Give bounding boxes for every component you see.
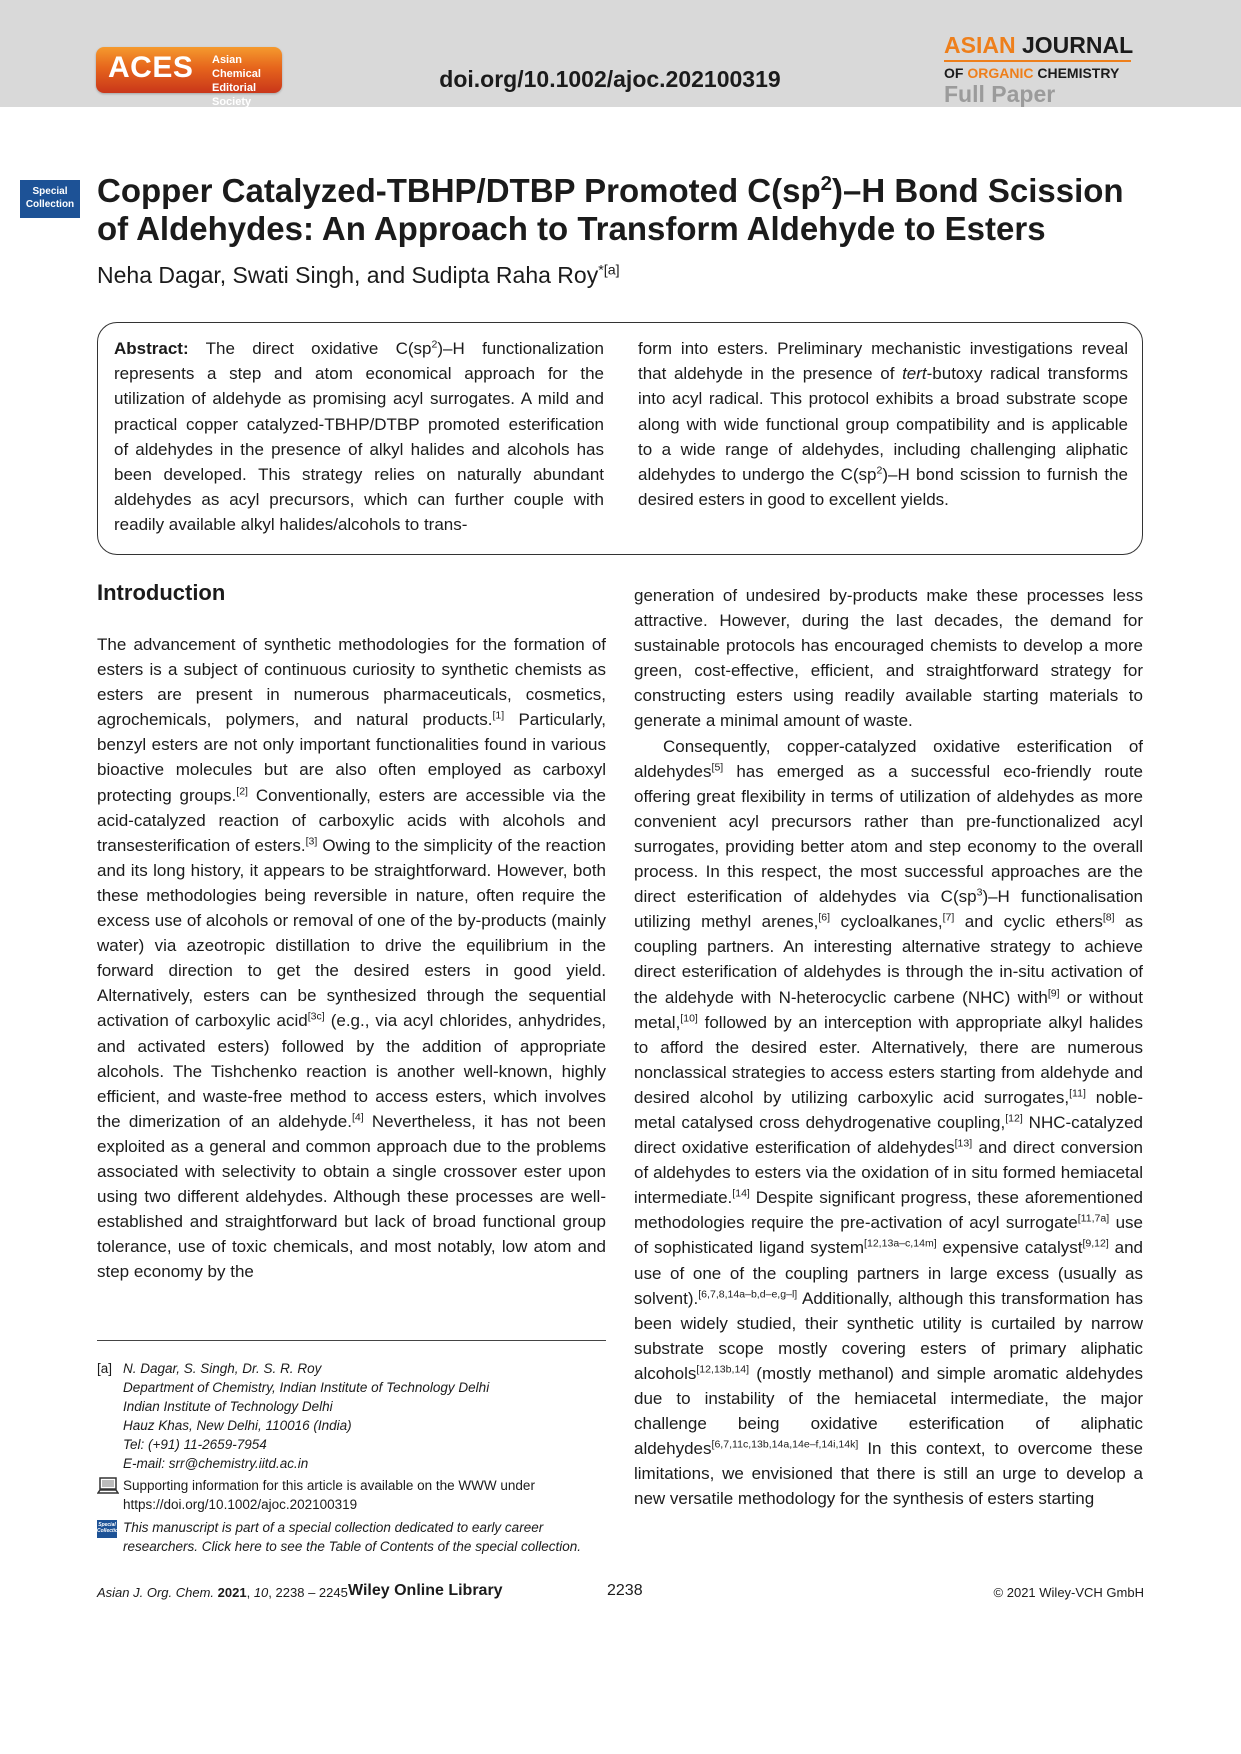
computer-icon [97,1476,119,1498]
special-collection-link[interactable]: This manuscript is part of a special collection dedicated to early career researchers. Click here to see the Table of Contents of the special collection. [123,1520,581,1554]
journal-name-organic: ORGANIC [967,65,1034,81]
author-affiliation-mark: *[a] [598,262,620,279]
special-collection-mini-icon: Special Collection [97,1520,117,1538]
abstract-right-column: form into esters. Preliminary mechanistic investigations reveal that aldehyde in the presence of tert-butoxy radical transforms into acyl radical. This protocol exhibits a broad substrate scope along with wide functional group compatibility and is applicable to a wide range of aldehydes, including challenging aliphatic aldehydes to undergo the $C(sp^2)-H$ bond scission to furnish the desired esters in good to excellent yields. [638,339,1128,510]
supporting-info-link[interactable]: Supporting information for this article is available on the WWW under https://doi.org/10.1002/ajoc.202100319 [123,1478,535,1512]
body-left-column [97,632,606,1284]
header-doi-link[interactable]: doi.org/10.1002/ajoc.202100319 [439,66,781,92]
intro-paragraph-1: The advancement of synthetic methodologies for the formation of esters is a subject of continuous curiosity to synthetic chemists as esters are present in numerous pharmaceuticals, cosmetics, agrochemicals, polymers, and natural products.[1] Particularly, benzyl esters are not only important functionalities found in various bioactive molecules but are also often employed as carboxyl protecting groups.[2] Conventionally, esters are accessible via the acid-catalyzed reaction of carboxylic acids with alcohols and transesterification of esters.[3] Owing to the simplicity of the reaction and its long history, it appears to be straightforward. However, both these methodologies being reversible in nature, often require the excess use of alcohols or removal of one of the by-products (mainly water) via azeotropic distillation to drive the equilibrium in the forward direction to get the desired esters in good yield. Alternatively, esters can be synthesized through the sequential activation of carboxylic acid[3c] (e.g., via acyl chlorides, anhydrides, and activated esters) followed by the addition of appropriate alcohols. The Tishchenko reaction is another well-known, highly efficient, and waste-free method to access esters, which involves the dimerization of an aldehyde.[4] Nevertheless, it has not been exploited as a general and common approach due to the problems associated with selectivity to obtain a single crossover ester upon using two different aldehydes. Although these processes are well-established and straightforward but lack of broad functional group tolerance, use of toxic chemicals, and most notably, low atom and step economy by the [97,635,607,1282]
intro-paragraph-2: Consequently, copper-catalyzed oxidative esterification of aldehydes[5] has emerged as a successful eco-friendly route offering great flexibility in terms of utilization of aldehydes as more convenient acyl precursors rather than pre-functionalized acyl surrogates, providing better atom and step economy to the overall process. In this respect, the most successful approaches are the direct esterification of aldehydes via $C(sp^3)-H$ functionalisation utilizing methyl arenes,[6] cycloalkanes,[7] and cyclic ethers[8] as coupling partners. An interesting alternative strategy to achieve direct esterification of aldehydes is through the in-situ activation of the aldehyde with N-heterocyclic carbene (NHC) with[9] or without metal,[10] followed by an interception with appropriate alkyl halides to afford the desired ester. Alternatively, there are numerous nonclassical strategies to access esters starting from aldehyde and desired alcohol by utilizing carboxylic acid surrogates,[11] noble-metal catalysed cross dehydrogenative coupling,[12] NHC-catalyzed direct oxidative esterification of aldehydes[13] and direct conversion of aldehydes to esters via the oxidation of in situ formed hemiacetal intermediate.[14] Despite significant progress, these aforementioned methodologies require the pre-activation of acyl surrogate[11,7a] use of sophisticated ligand system[12,13a–c,14m] expensive catalyst[9,12] and use of one of the coupling partners in large excess (usually as solvent).[6,7,8,14a–b,d–e,g–l] Additionally, although this transformation has been widely studied, their synthetic utility is curtailed by narrow substrate scope mostly covering esters of primary aliphatic alcohols[12,13b,14] (mostly methanol) and simple aromatic aldehydes due to instability of the hemiacetal intermediate, the major challenge being oxidative esterification of aliphatic aldehydes[6,7,11c,13b,14a,14e–f,14i,14k] In this context, to overcome these limitations, we envisioned that there is still an urge to develop a new versatile methodology for the synthesis of esters starting [634,736,1143,1509]
journal-logo [944,33,1144,107]
intro-paragraph-1-continued: generation of undesired by-products make these processes less attractive. However, during the last decades, the demand for sustainable protocols has encouraged chemists to develop a more green, cost-effective, efficient, and straightforward strategy for constructing esters using readily available starting materials to generate a minimal amount of waste. [634,586,1143,731]
footnote-aff-line: Tel: (+91) 11-2659-7954 [123,1437,267,1452]
ref-link: [1] [492,709,505,722]
special-collection-badge[interactable]: Special Collection [20,180,80,218]
aces-logo-main: ACES [108,51,194,84]
ref-link: [3c] [307,1010,325,1023]
aces-logo[interactable] [96,47,282,108]
footer-page-number: 2238 [607,1582,643,1599]
footnote-aff-line: Hauz Khas, New Delhi, 110016 (India) [123,1418,352,1433]
footnote-special-collection [97,1518,606,1556]
footer-citation: Asian J. Org. Chem. 2021, 10, 2238 – 2245 [97,1585,348,1600]
footnote-rule [97,1340,606,1341]
journal-name-of: OF [944,65,964,81]
aces-logo-sub: Asian Chemical Editorial Society [212,54,261,108]
article-type: Full Paper [944,81,1056,107]
journal-name-asian: ASIAN [944,32,1016,58]
body-right-column [634,583,1143,1511]
section-heading-introduction: Introduction [97,580,226,605]
author-list: Neha Dagar, Swati Singh, and Sudipta Raha Roy$^{*[a]}$ [97,262,620,288]
footnote-supporting-info [97,1476,606,1514]
footnote-aff-line: N. Dagar, S. Singh, Dr. S. R. Roy [123,1361,322,1376]
journal-logo-rule [944,60,1131,62]
ref-link: [2] [236,784,248,797]
footnote-affiliation-tag: [a] [97,1361,113,1376]
footnote-email[interactable]: E-mail: srr@chemistry.iitd.ac.in [123,1456,309,1471]
footnote-affiliation [97,1359,606,1473]
ref-link: [3] [305,835,318,848]
footnote-aff-line: Department of Chemistry, Indian Institute of Technology Delhi [123,1380,490,1395]
journal-name-chemistry: CHEMISTRY [1037,65,1120,81]
abstract-label: Abstract: [114,339,189,358]
article-title: Copper Catalyzed-TBHP/DTBP Promoted $C(sp^2)-H$ Bond Scission of Aldehydes: An Approach to Transform Aldehyde to Esters [97,172,1124,247]
footnote-aff-line: Indian Institute of Technology Delhi [123,1399,333,1414]
abstract-left-column: Abstract: The direct oxidative $C(sp^2)-H$ functionalization represents a step and atom economical approach for the utilization of aldehyde as promising acyl surrogates. A mild and practical copper catalyzed-TBHP/DTBP promoted esterification of aldehydes in the presence of alkyl halides and alcohols has been developed. This strategy relies on naturally abundant aldehydes as acyl precursors, which can further couple with readily available alkyl halides/alcohols to trans- [114,338,604,535]
journal-name-journal: JOURNAL [1021,32,1134,58]
footer-wiley-online-library[interactable]: Wiley Online Library [348,1582,503,1599]
footer-copyright: © 2021 Wiley-VCH GmbH [993,1585,1144,1600]
ref-link: [4] [351,1111,364,1124]
